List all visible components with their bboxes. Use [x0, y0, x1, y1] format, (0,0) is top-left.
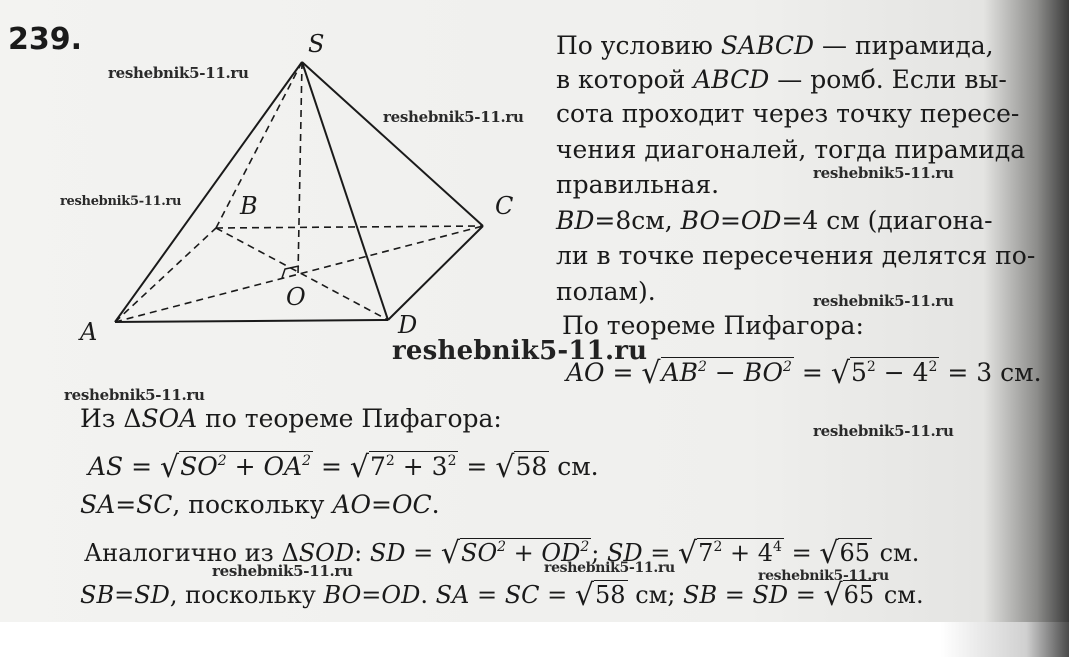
- label-c: C: [495, 192, 514, 220]
- label-s: S: [308, 30, 325, 58]
- text-line-7: ли в точке пересечения делятся по-: [556, 241, 1036, 270]
- label-o: O: [286, 283, 306, 311]
- equation-as: AS = $√SO^2 + OA^2 = √7^2 + 3^2 = √58$ см.: [88, 450, 599, 485]
- sqrt-7-3: $√7^2 + 3^2$: [349, 450, 457, 485]
- sqrt-58: √58: [495, 450, 548, 485]
- soa-intro: Из ΔSOA по теореме Пифагора:: [80, 404, 502, 433]
- sqrt-5-4: $√5^2 - 4^2$: [830, 356, 938, 391]
- watermark: reshebnik5-11.ru: [813, 422, 954, 440]
- label-d: D: [398, 311, 418, 339]
- watermark: reshebnik5-11.ru: [758, 568, 889, 584]
- text-line-1: По условию SABCD — пирамида,: [556, 31, 994, 60]
- text-line-5: правильная.: [556, 170, 720, 199]
- text-line-4: чения диагоналей, тогда пирамида: [556, 135, 1026, 164]
- watermark: reshebnik5-11.ru: [108, 64, 249, 82]
- equation-sod: Аналогично из ΔSOD: SD = $√SO^2 + OD^2$; SD = $√7^2 + 4^4 = √65$ см.: [84, 536, 920, 571]
- watermark: reshebnik5-11.ru: [383, 108, 524, 126]
- problem-number: 239.: [8, 22, 83, 57]
- sqrt-ab-bo: $√AB^2 - BO^2$: [641, 356, 792, 391]
- edge-bc: [216, 226, 483, 228]
- sqrt-7-4: $√7^2 + 4^4$: [678, 536, 782, 571]
- edge-sb: [216, 62, 302, 228]
- sqrt-65: √65: [819, 536, 870, 571]
- edge-ad: [115, 320, 388, 322]
- watermark: reshebnik5-11.ru: [544, 560, 675, 576]
- equation-ao: AO = $√AB^2 - BO^2 = √5^2 - 4^2 = 3$ см.: [566, 356, 1042, 391]
- edge-ab: [115, 228, 216, 322]
- label-a: A: [80, 318, 98, 346]
- label-b: B: [240, 192, 258, 220]
- text-line-9: По теореме Пифагора:: [562, 311, 864, 340]
- edge-dc: [388, 226, 483, 320]
- sqrt-65-final: √65: [823, 578, 875, 613]
- text-line-6: BD=8см, BO=OD=4 см (диагона-: [556, 206, 993, 235]
- text-line-8: полам).: [556, 277, 656, 306]
- watermark: reshebnik5-11.ru: [60, 194, 182, 209]
- edge-sa: [115, 62, 302, 322]
- final-line: SB=SD, поскольку BO=OD. SA = SC = √58 см; SB = SD = √65 см.: [80, 578, 924, 613]
- height-so: [298, 62, 302, 275]
- text-line-2: в которой ABCD — ромб. Если вы-: [556, 65, 1007, 94]
- text-line-3: сота проходит через точку пересе-: [556, 99, 1020, 128]
- watermark: reshebnik5-11.ru: [813, 164, 954, 182]
- sa-equals-sc: SA=SC, поскольку AO=OC.: [80, 490, 440, 519]
- watermark: reshebnik5-11.ru: [64, 386, 205, 404]
- watermark: reshebnik5-11.ru: [212, 562, 353, 580]
- sqrt-58-final: √58: [574, 578, 626, 613]
- sqrt-so-od: $√SO^2 + OD^2$: [440, 536, 590, 571]
- sqrt-so-oa: $√SO^2 + OA^2$: [160, 450, 312, 485]
- page-bottom-margin: [0, 622, 1069, 657]
- watermark: reshebnik5-11.ru: [392, 336, 648, 366]
- watermark: reshebnik5-11.ru: [813, 292, 954, 310]
